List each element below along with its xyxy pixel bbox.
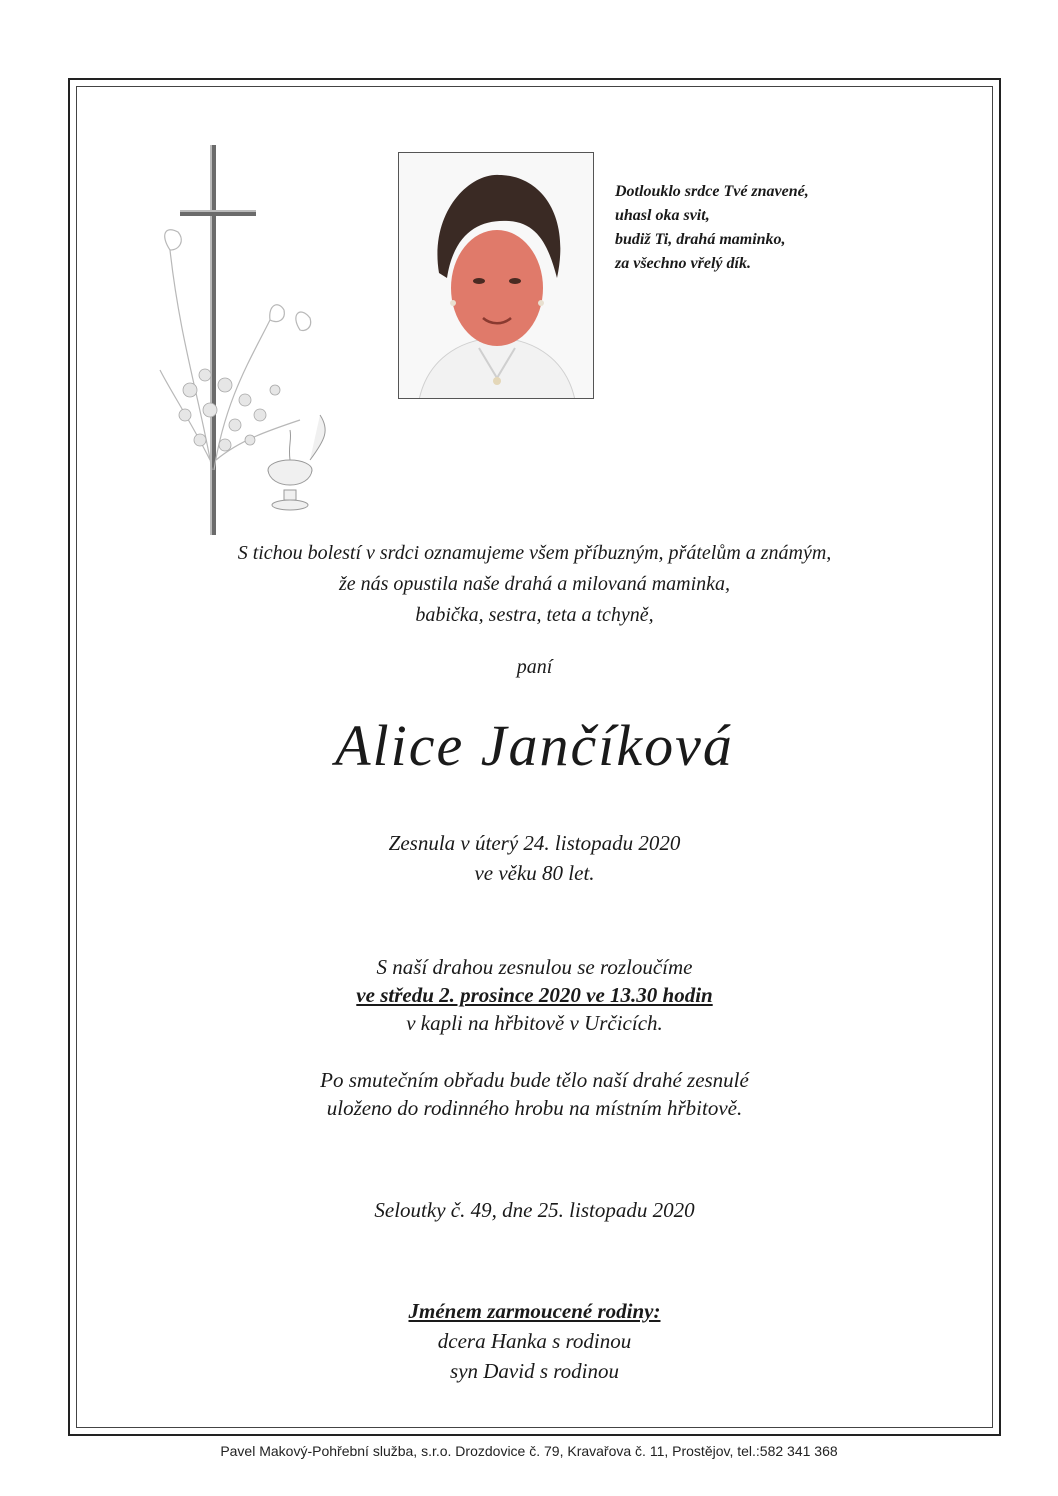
farewell-intro: S naší drahou zesnulou se rozloučíme [376, 955, 693, 979]
portrait-image [399, 153, 594, 399]
cross-with-flowers-icon [150, 140, 340, 540]
death-age: ve věku 80 let. [474, 861, 595, 885]
family-member: syn David s rodinou [450, 1359, 619, 1383]
farewell-info [76, 953, 993, 1037]
family-member: dcera Hanka s rodinou [437, 1329, 632, 1353]
announcement-line: že nás opustila naše drahá a milovaná maminka, [338, 573, 731, 595]
place-date: Seloutky č. 49, dne 25. listopadu 2020 [374, 1198, 695, 1222]
farewell-location: v kapli na hřbitově v Určicích. [406, 1011, 663, 1035]
poem-line: Dotlouklo srdce Tvé znavené, [615, 183, 809, 200]
announcement-line: babička, sestra, teta a tchyně, [415, 604, 654, 626]
family-heading: Jménem zarmoucené rodiny: [408, 1299, 661, 1323]
farewell-datetime: ve středu 2. prosince 2020 ve 13.30 hodin [356, 983, 713, 1007]
poem [615, 180, 935, 276]
poem-line: za všechno vřelý dík. [615, 255, 751, 272]
burial-line: Po smutečním obřadu bude tělo naší drahé zesnulé [320, 1068, 749, 1092]
portrait-photo [398, 152, 594, 399]
funeral-service-footer: Pavel Makový-Pohřební služba, s.r.o. Drozdovice č. 79, Kravařova č. 11, Prostějov, tel.:582 341 368 [220, 1443, 838, 1459]
poem-line: budiž Ti, drahá maminko, [615, 231, 786, 248]
burial-info [76, 1066, 993, 1122]
family-signature [76, 1296, 993, 1386]
deceased-name: Alice Jančíková [335, 713, 734, 778]
title-word: paní [516, 656, 553, 678]
death-date: Zesnula v úterý 24. listopadu 2020 [388, 831, 681, 855]
burial-line: uloženo do rodinného hrobu na místním hřbitově. [326, 1096, 743, 1120]
announcement [76, 538, 993, 631]
death-info [76, 828, 993, 888]
announcement-line: S tichou bolestí v srdci oznamujeme všem příbuzným, přátelům a známým, [237, 542, 832, 564]
poem-line: uhasl oka svit, [615, 207, 710, 224]
